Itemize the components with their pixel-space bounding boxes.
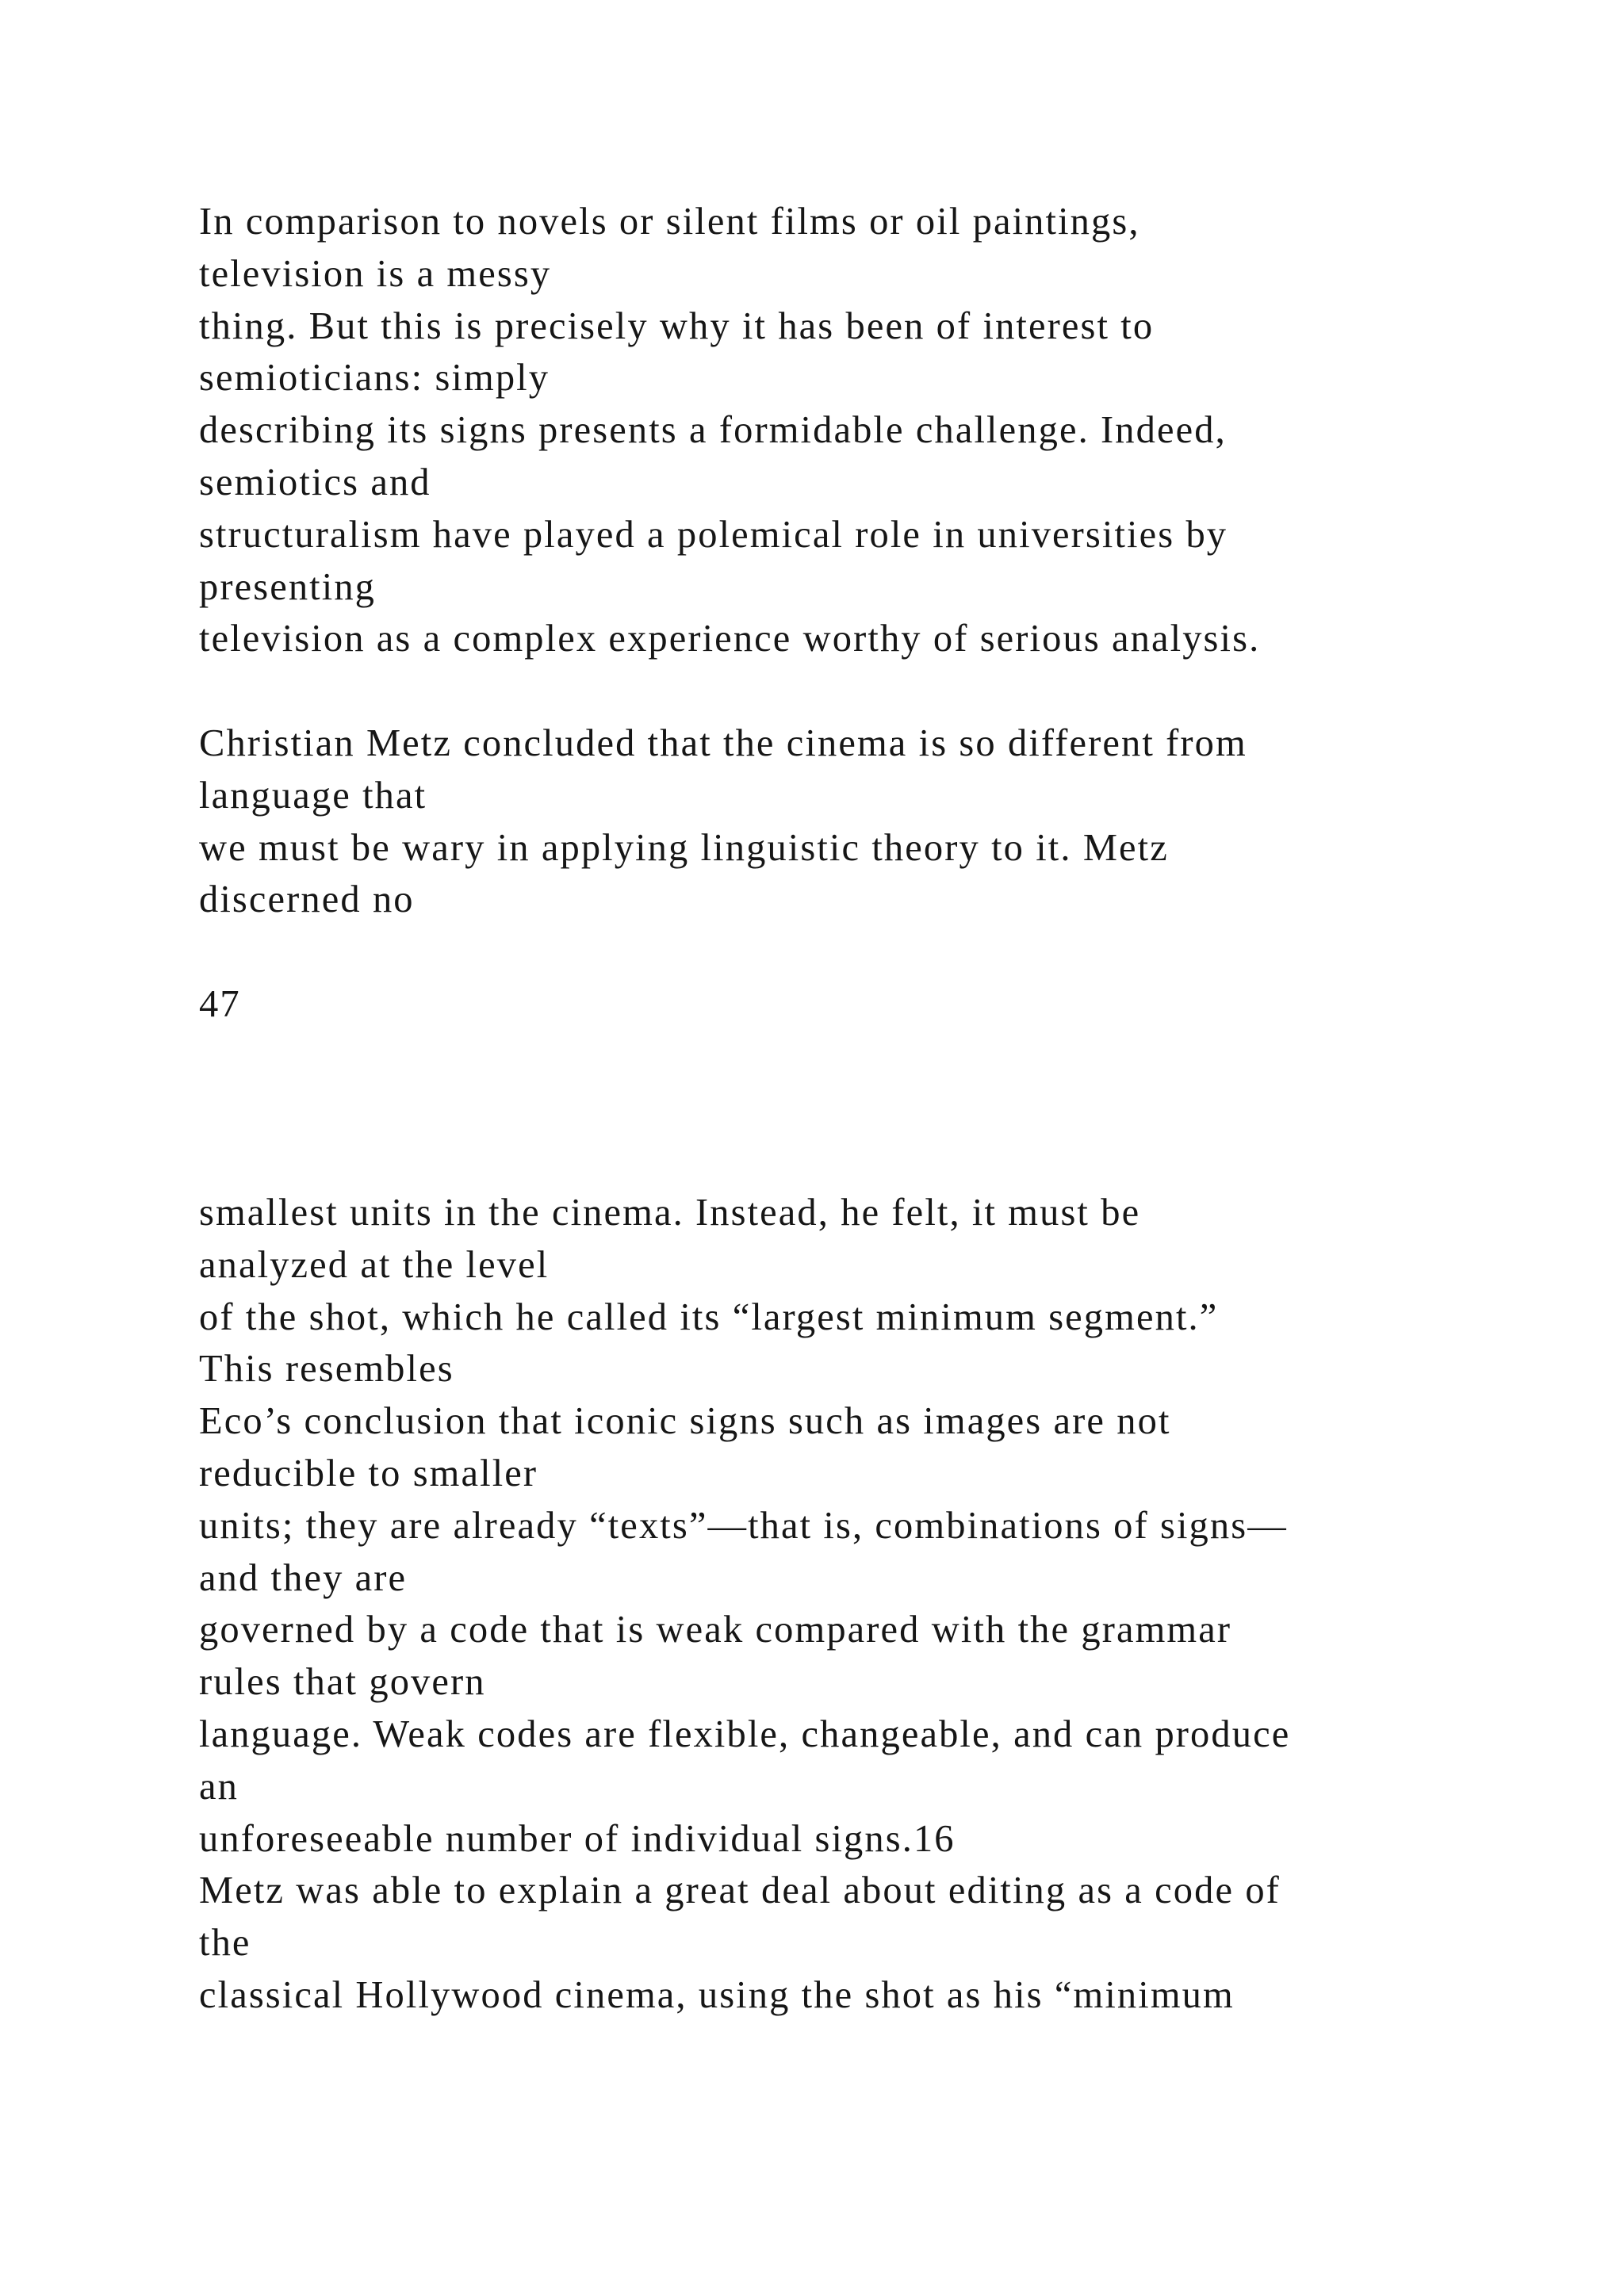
text-line: Christian Metz concluded that the cinema is so different from <box>199 722 1247 764</box>
text-line: language. Weak codes are flexible, changeable, and can produce <box>199 1712 1291 1755</box>
text-line: classical Hollywood cinema, using the shot as his “minimum <box>199 1973 1235 2016</box>
text-line: the <box>199 1921 251 1964</box>
text-line: we must be wary in applying linguistic theory to it. Metz <box>199 826 1169 869</box>
text-line: unforeseeable number of individual signs.16 <box>199 1817 956 1860</box>
text-line: rules that govern <box>199 1661 486 1704</box>
text-line: television is a messy <box>199 252 552 295</box>
text-line: Eco’s conclusion that iconic signs such as images are not <box>199 1400 1171 1443</box>
text-line: In comparison to novels or silent films or oil paintings, <box>199 201 1140 243</box>
text-line: analyzed at the level <box>199 1243 550 1286</box>
text-line: governed by a code that is weak compared with the grammar <box>199 1609 1232 1651</box>
text-line: television as a complex experience worthy of serious analysis. <box>199 618 1261 660</box>
text-line: discerned no <box>199 878 415 921</box>
text-line: and they are <box>199 1556 408 1599</box>
text-line: of the shot, which he called its “largest minimum segment.” <box>199 1295 1219 1338</box>
paragraph-smallest-units <box>199 1187 1595 1865</box>
paragraph-metz-editing <box>199 1865 1595 2021</box>
text-line: semiotics and <box>199 461 431 503</box>
text-line: Metz was able to explain a great deal about editing as a code of <box>199 1869 1281 1911</box>
text-line: reducible to smaller <box>199 1452 538 1494</box>
paragraph-television-messy <box>199 196 1595 665</box>
text-line: describing its signs presents a formidable challenge. Indeed, <box>199 409 1227 452</box>
text-line: an <box>199 1765 239 1808</box>
text-line: thing. But this is precisely why it has been of interest to <box>199 304 1155 347</box>
text-line: This resembles <box>199 1348 454 1391</box>
page-number: 47 <box>199 983 241 1025</box>
page-number-block <box>199 978 1595 1031</box>
text-line: presenting <box>199 565 377 608</box>
paragraph-metz-cinema <box>199 718 1595 926</box>
text-line: units; they are already “texts”—that is, combinations of signs— <box>199 1504 1288 1547</box>
text-line: structuralism have played a polemical role in universities by <box>199 513 1228 556</box>
text-line: smallest units in the cinema. Instead, he felt, it must be <box>199 1192 1141 1234</box>
text-line: language that <box>199 774 427 817</box>
text-line: semioticians: simply <box>199 357 550 400</box>
